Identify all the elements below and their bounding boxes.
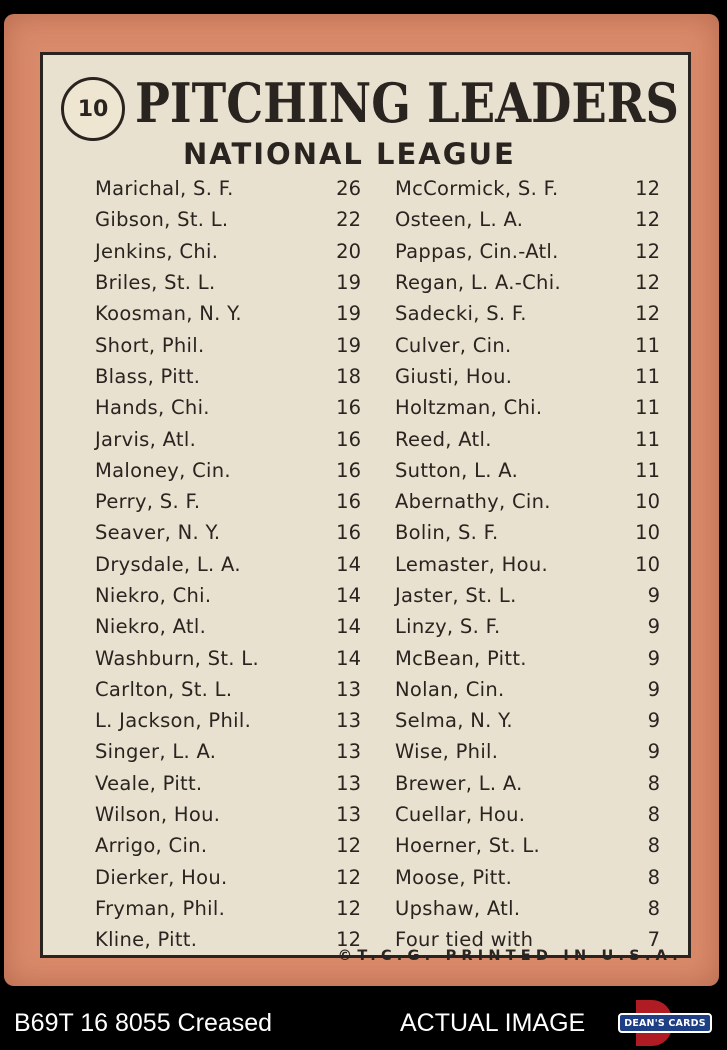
pitcher-wins: 16 [336, 396, 361, 420]
pitcher-wins: 13 [336, 709, 361, 733]
leader-row [395, 799, 660, 830]
leader-row [395, 267, 660, 298]
leader-row [395, 173, 660, 204]
leader-row [95, 893, 361, 924]
leader-row [395, 486, 660, 517]
pitcher-name: Linzy, S. F. [395, 615, 501, 639]
leader-row [395, 361, 660, 392]
pitcher-name: McBean, Pitt. [395, 646, 527, 670]
pitcher-wins: 12 [336, 896, 361, 920]
leader-row [95, 799, 361, 830]
pitcher-name: Perry, S. F. [95, 490, 201, 514]
pitcher-wins: 8 [647, 803, 660, 827]
pitcher-wins: 20 [336, 239, 361, 263]
pitcher-name: Marichal, S. F. [95, 177, 234, 201]
pitcher-name: Drysdale, L. A. [95, 552, 241, 576]
pitcher-name: Abernathy, Cin. [395, 490, 551, 514]
pitcher-name: Short, Phil. [95, 333, 205, 357]
pitcher-name: Washburn, St. L. [95, 646, 259, 670]
pitcher-name: Gibson, St. L. [95, 208, 229, 232]
pitcher-wins: 12 [336, 865, 361, 889]
card-title: PITCHING LEADERS [135, 71, 679, 135]
pitcher-wins: 9 [647, 615, 660, 639]
pitcher-wins: 14 [336, 584, 361, 607]
leader-row [95, 674, 361, 705]
pitcher-wins: 12 [635, 208, 660, 232]
leader-row [95, 236, 361, 267]
pitcher-name: Jenkins, Chi. [95, 239, 219, 263]
leader-row [95, 455, 361, 486]
leader-row [395, 705, 660, 736]
pitcher-wins: 12 [635, 271, 660, 295]
leader-row [395, 674, 660, 705]
leader-row [395, 736, 660, 767]
leader-row [395, 298, 660, 329]
pitcher-wins: 11 [635, 458, 660, 482]
pitcher-wins: 9 [647, 677, 660, 701]
pitcher-name: Four tied with [395, 928, 534, 952]
pitcher-wins: 12 [336, 928, 361, 952]
pitcher-name: Arrigo, Cin. [95, 834, 208, 858]
pitcher-wins: 8 [647, 896, 660, 920]
pitcher-wins: 11 [635, 364, 660, 388]
pitcher-name: Niekro, Chi. [95, 584, 212, 607]
pitcher-name: Upshaw, Atl. [395, 896, 521, 920]
pitcher-wins: 12 [336, 834, 361, 858]
pitcher-wins: 22 [336, 208, 361, 232]
pitcher-name: Niekro, Atl. [95, 615, 207, 639]
actual-image-caption: ACTUAL IMAGE [400, 1009, 586, 1037]
leader-row [95, 486, 361, 517]
leader-row [95, 830, 361, 861]
card-text-panel [40, 52, 691, 958]
card-number-badge: 10 [61, 77, 125, 141]
pitcher-name: McCormick, S. F. [395, 177, 559, 201]
pitcher-name: Seaver, N. Y. [95, 521, 221, 545]
pitcher-name: Wilson, Hou. [95, 803, 221, 827]
pitcher-name: Brewer, L. A. [395, 771, 523, 795]
pitcher-wins: 16 [336, 458, 361, 482]
pitcher-name: Sutton, L. A. [395, 458, 519, 482]
pitcher-wins: 10 [635, 521, 660, 545]
pitcher-name: Blass, Pitt. [95, 364, 201, 388]
leader-row [395, 862, 660, 893]
leader-row [95, 329, 361, 360]
logo-text: DEAN'S CARDS [618, 1013, 712, 1033]
pitcher-wins: 10 [635, 552, 660, 576]
pitcher-name: Sadecki, S. F. [395, 302, 527, 326]
pitcher-name: Carlton, St. L. [95, 677, 233, 701]
leader-row [95, 768, 361, 799]
leader-row [95, 924, 361, 955]
leader-row [395, 423, 660, 454]
pitcher-wins: 11 [635, 396, 660, 420]
card-condition-caption: B69T 16 8055 Creased [14, 1009, 273, 1037]
pitcher-wins: 9 [647, 709, 660, 733]
leader-row [95, 642, 361, 673]
pitcher-name: L. Jackson, Phil. [95, 709, 252, 733]
leader-row [95, 736, 361, 767]
leader-row [95, 549, 361, 580]
leader-row [95, 580, 361, 611]
deans-cards-logo [616, 1000, 714, 1046]
pitcher-name: Hands, Chi. [95, 396, 210, 420]
pitcher-name: Osteen, L. A. [395, 208, 524, 232]
pitcher-wins: 8 [647, 865, 660, 889]
pitcher-name: Holtzman, Chi. [395, 396, 543, 420]
leader-row [395, 768, 660, 799]
pitcher-name: Singer, L. A. [95, 740, 217, 764]
leader-row [395, 204, 660, 235]
pitcher-name: Kline, Pitt. [95, 928, 198, 952]
leader-row [95, 361, 361, 392]
pitcher-wins: 14 [336, 615, 361, 639]
pitcher-wins: 19 [336, 271, 361, 295]
pitcher-name: Reed, Atl. [395, 427, 492, 451]
leader-row [95, 204, 361, 235]
leader-row [395, 549, 660, 580]
leader-row [395, 642, 660, 673]
pitcher-wins: 9 [647, 646, 660, 670]
leader-row [95, 862, 361, 893]
pitcher-wins: 8 [647, 771, 660, 795]
pitcher-wins: 13 [336, 771, 361, 795]
pitcher-wins: 12 [635, 302, 660, 326]
pitcher-name: Veale, Pitt. [95, 771, 203, 795]
pitcher-name: Nolan, Cin. [395, 677, 505, 701]
leader-row [395, 517, 660, 548]
copyright-footer: ©T.C.G. PRINTED IN U.S.A. [337, 948, 683, 964]
left-leaders-list [95, 173, 361, 955]
pitcher-wins: 13 [336, 803, 361, 827]
pitcher-wins: 16 [336, 427, 361, 451]
pitcher-name: Jarvis, Atl. [95, 427, 197, 451]
pitcher-name: Pappas, Cin.-Atl. [395, 239, 559, 263]
pitcher-wins: 18 [336, 364, 361, 388]
pitcher-name: Culver, Cin. [395, 333, 512, 357]
pitcher-name: Jaster, St. L. [395, 584, 517, 607]
pitcher-wins: 11 [635, 427, 660, 451]
pitcher-wins: 10 [635, 490, 660, 514]
pitcher-name: Maloney, Cin. [95, 458, 231, 482]
leader-row [395, 329, 660, 360]
leader-row [95, 267, 361, 298]
pitcher-wins: 16 [336, 521, 361, 545]
pitcher-wins: 9 [647, 740, 660, 764]
pitcher-name: Bolin, S. F. [395, 521, 499, 545]
leader-row [95, 173, 361, 204]
leader-row [395, 893, 660, 924]
pitcher-wins: 16 [336, 490, 361, 514]
pitcher-wins: 8 [647, 834, 660, 858]
pitcher-wins: 7 [647, 928, 660, 952]
right-leaders-list [395, 173, 660, 955]
leader-row [95, 423, 361, 454]
pitcher-wins: 13 [336, 677, 361, 701]
pitcher-name: Giusti, Hou. [395, 364, 513, 388]
pitcher-name: Dierker, Hou. [95, 865, 228, 889]
pitcher-name: Fryman, Phil. [95, 896, 226, 920]
leader-row [95, 392, 361, 423]
pitcher-wins: 14 [336, 646, 361, 670]
pitcher-name: Regan, L. A.-Chi. [395, 271, 561, 295]
pitcher-wins: 9 [647, 584, 660, 607]
leader-row [395, 580, 660, 611]
pitcher-name: Lemaster, Hou. [395, 552, 549, 576]
pitcher-name: Wise, Phil. [395, 740, 499, 764]
pitcher-wins: 13 [336, 740, 361, 764]
leader-row [95, 611, 361, 642]
leader-row [395, 236, 660, 267]
pitcher-name: Briles, St. L. [95, 271, 216, 295]
pitcher-wins: 19 [336, 302, 361, 326]
leader-row [95, 298, 361, 329]
pitcher-wins: 12 [635, 177, 660, 201]
pitcher-name: Cuellar, Hou. [395, 803, 526, 827]
leader-row [95, 517, 361, 548]
leader-row [395, 611, 660, 642]
leader-row [95, 705, 361, 736]
pitcher-name: Hoerner, St. L. [395, 834, 541, 858]
pitcher-name: Koosman, N. Y. [95, 302, 242, 326]
pitcher-name: Selma, N. Y. [395, 709, 513, 733]
card-subtitle: NATIONAL LEAGUE [183, 137, 516, 171]
pitcher-wins: 12 [635, 239, 660, 263]
leader-row [395, 830, 660, 861]
pitcher-name: Moose, Pitt. [395, 865, 513, 889]
pitcher-wins: 26 [336, 177, 361, 201]
leader-row [395, 392, 660, 423]
leader-row [395, 455, 660, 486]
pitcher-wins: 14 [336, 552, 361, 576]
pitcher-wins: 19 [336, 333, 361, 357]
pitcher-wins: 11 [635, 333, 660, 357]
trading-card-back [4, 14, 719, 986]
